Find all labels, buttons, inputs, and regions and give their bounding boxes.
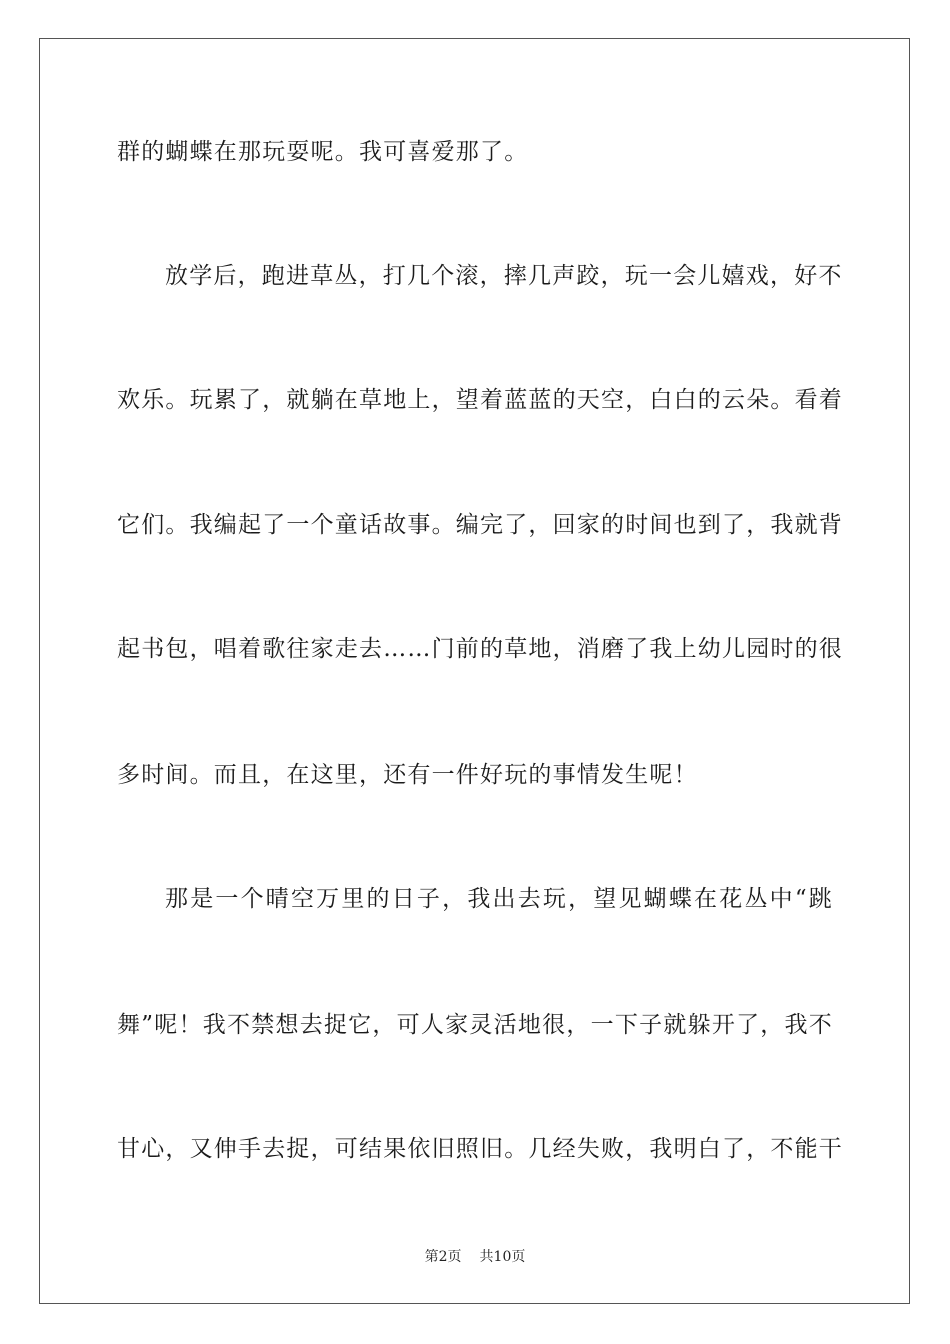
paragraph-line: 它们。我编起了一个童话故事。编完了，回家的时间也到了，我就背 (117, 512, 843, 538)
paragraph-line: 那是一个晴空万里的日子，我出去玩，望见蝴蝶在花丛中“跳 (165, 886, 833, 912)
page-border (39, 38, 910, 1304)
paragraph-line: 起书包，唱着歌往家走去……门前的草地，消磨了我上幼儿园时的很 (117, 636, 843, 662)
page-total: 共10页 (479, 1249, 526, 1265)
page-number: 第2页 (424, 1249, 462, 1265)
paragraph-line: 群的蝴蝶在那玩耍呢。我可喜爱那了。 (117, 139, 529, 165)
paragraph-line: 多时间。而且，在这里，还有一件好玩的事情发生呢！ (117, 762, 698, 788)
paragraph-line: 甘心，又伸手去捉，可结果依旧照旧。几经失败，我明白了，不能干 (117, 1136, 843, 1162)
paragraph-line: 欢乐。玩累了，就躺在草地上，望着蓝蓝的天空，白白的云朵。看着 (117, 387, 843, 413)
paragraph-line: 舞”呢！我不禁想去捉它，可人家灵活地很，一下子就躲开了，我不 (117, 1012, 833, 1038)
paragraph-line: 放学后，跑进草丛，打几个滚，摔几声跤，玩一会儿嬉戏，好不 (165, 263, 843, 289)
page-footer (0, 1248, 950, 1266)
